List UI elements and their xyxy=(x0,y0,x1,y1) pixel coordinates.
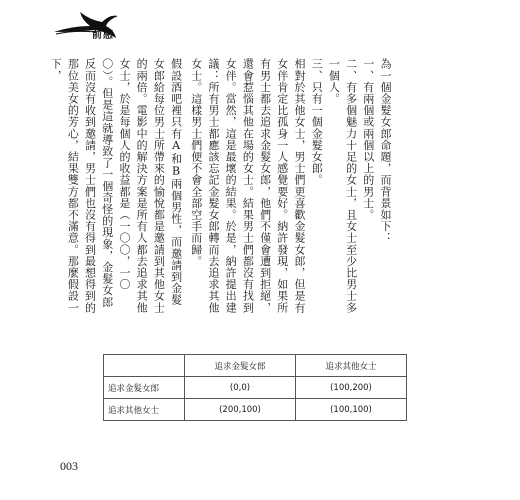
table-cell: (100,200) xyxy=(296,377,407,399)
column-header: 追求其他女士 xyxy=(296,355,407,377)
table-row xyxy=(104,399,407,421)
table-cell: (200,100) xyxy=(185,399,296,421)
payoff-table xyxy=(103,354,407,421)
column-header: 追求金髮女郎 xyxy=(185,355,296,377)
table-cell: (100,100) xyxy=(296,399,407,421)
paragraph: 三、只有一個金髮女郎。 xyxy=(310,58,324,186)
paragraph: 二、有多個魅力十足的女士，且女士至少比男士多一個人。 xyxy=(327,58,358,314)
paragraph: 假設酒吧裡只有A和B兩個男性，而邀請到金髮女郎給每位男士所帶來的愉悅都是邀請到其他女士的兩倍。電影中的解決方案是所有人都去追求其他女士，於是每個人的收益都是（一〇〇，一〇〇）。但是這就導致了一個奇怪的現象，金髮女郎反而沒有收到邀請，男士們也沒有得到最想得到的那位美女的芳心，結果雙方都不滿意。那麼假設一下， xyxy=(49,58,183,314)
paragraph: 一、有兩個或兩個以上的男士。 xyxy=(361,58,375,221)
table-header-row xyxy=(104,355,407,377)
table-row xyxy=(104,377,407,399)
table-cell: (0,0) xyxy=(185,377,296,399)
paragraph: 為一個金髮女郎命題，而背景如下： xyxy=(379,58,392,244)
row-header: 追求金髮女郎 xyxy=(104,377,185,399)
table-corner-cell xyxy=(104,355,185,377)
vertical-body-text xyxy=(49,58,394,316)
row-header: 追求其他女士 xyxy=(104,399,185,421)
chapter-label: 前感 xyxy=(92,30,114,41)
page-number: 003 xyxy=(60,459,78,473)
paragraph: 相對於其他女士，男士們更喜歡金髮女郎，但是有女伴肯定比孤身一人感覺要好。納許發現，如果所有男士都去追求金髮女郎，他們不僅會遭到拒絕，還會惹惱其他在場的女士。結果男士們都沒有找到女伴。當然，這是最壞的結果。於是，納許提出建議：所有男士都應該忘記金髮女郎轉而去追求其他女士。這樣男士們便不會全部空手而歸。 xyxy=(189,58,306,314)
